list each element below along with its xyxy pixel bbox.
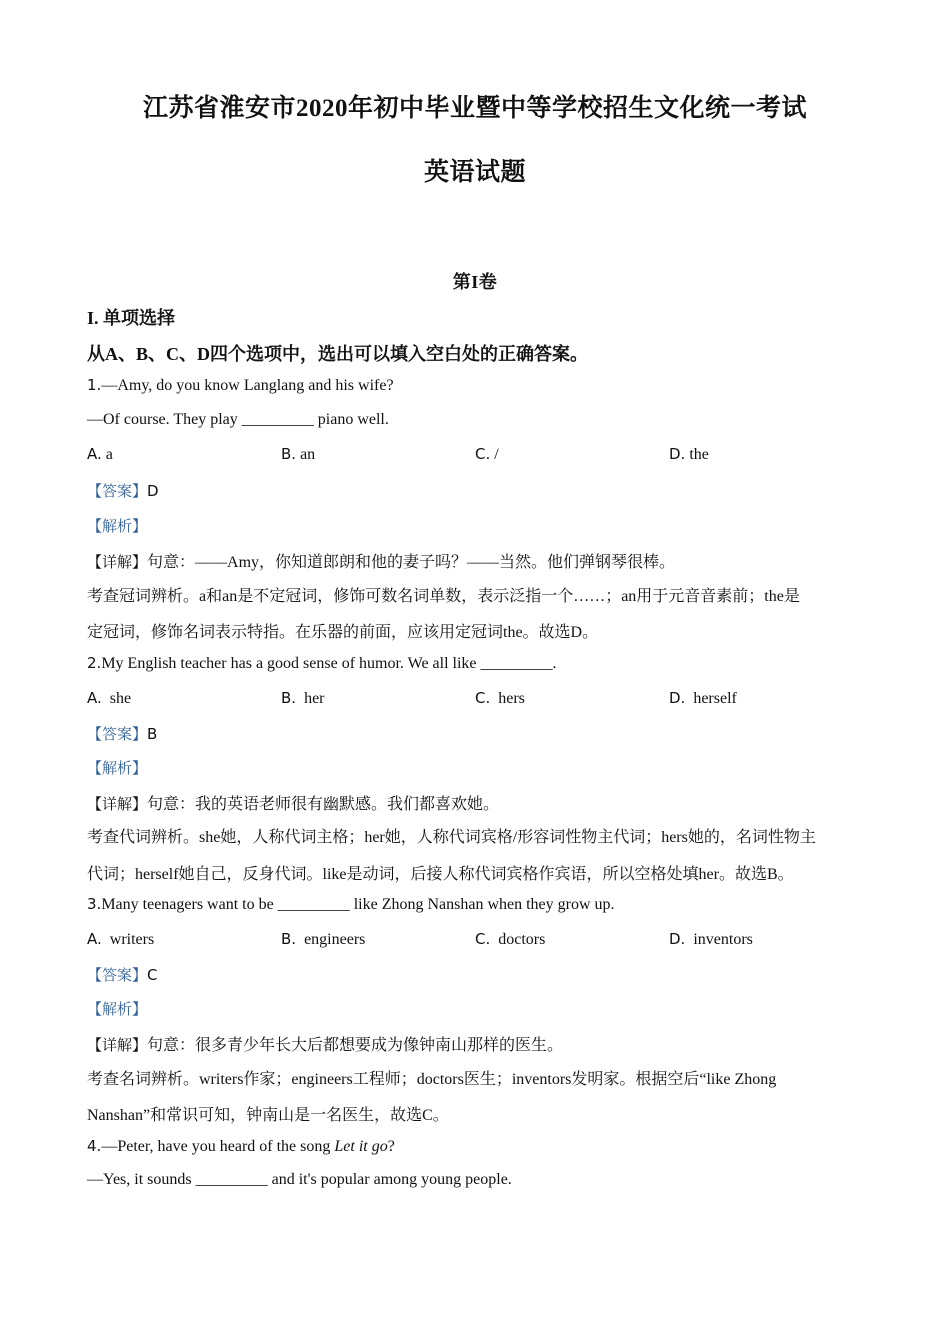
option-a: A. writers [87, 930, 155, 948]
answer-value: B [147, 725, 158, 743]
question-4-line-1: 4.—Peter, have you heard of the song Let it go? [87, 1137, 395, 1155]
detail-text: 句意：我的英语老师很有幽默感。我们都喜欢她。 [147, 796, 500, 813]
exam-title: 江苏省淮安市2020年初中毕业暨中等学校招生文化统一考试 [142, 95, 807, 122]
answer-value: C [147, 966, 158, 984]
explanation-line: 考查代词辨析。she她，人称代词主格；her她，人称代词宾格/形容词性物主代词；hers她的，名词性物主 [87, 829, 816, 846]
analysis-label: 【解析】 [87, 759, 148, 777]
detail-label: 【详解】 [87, 553, 148, 571]
answer-label: 【答案】 [87, 482, 148, 500]
explanation-line: 考查名词辨析。writers作家；engineers工程师；doctors医生；inventors发明家。根据空后“like Zhong [87, 1071, 777, 1088]
section-heading: I. 单项选择 [87, 308, 176, 328]
option-a: A. she [87, 689, 132, 707]
option-b: B. engineers [281, 930, 366, 948]
option-b: B. her [281, 689, 325, 707]
exam-subtitle: 英语试题 [423, 159, 526, 186]
option-c: C. / [475, 445, 499, 463]
question-text: —Amy, do you know Langlang and his wife? [101, 377, 394, 394]
question-number: 4. [87, 1137, 102, 1155]
explanation-line: 定冠词，修饰名词表示特指。在乐器的前面，应该用定冠词the。故选D。 [87, 624, 599, 641]
detail-label: 【详解】 [87, 1036, 148, 1054]
detail-text: 句意：——Amy，你知道郎朗和他的妻子吗？——当然。他们弹钢琴很棒。 [147, 554, 676, 571]
question-2-line-1 [87, 654, 870, 673]
question-number: 1. [87, 376, 102, 394]
answer-value: D [147, 482, 159, 500]
option-c: C. hers [475, 689, 525, 707]
option-d: D. inventors [669, 930, 753, 948]
section-instruction: 从A、B、C、D四个选项中，选出可以填入空白处的正确答案。 [87, 344, 589, 364]
answer-label: 【答案】 [87, 725, 148, 743]
detail-row [87, 1032, 870, 1055]
detail-text: 句意：很多青少年长大后都想要成为像钟南山那样的医生。 [147, 1037, 564, 1054]
question-text: My English teacher has a good sense of humor. We all like _________. [101, 655, 557, 672]
answer-row [87, 480, 870, 501]
explanation-line: 考查冠词辨析。a和an是不定冠词，修饰可数名词单数，表示泛指一个……；an用于元音音素前；the是 [87, 588, 800, 605]
question-1-line-1 [87, 376, 870, 395]
analysis-label: 【解析】 [87, 1000, 148, 1018]
option-a: A. a [87, 445, 113, 463]
option-c: C. doctors [475, 930, 546, 948]
answer-row [87, 964, 870, 985]
detail-label: 【详解】 [87, 795, 148, 813]
answer-row [87, 723, 870, 744]
question-3-line-1 [87, 895, 870, 914]
detail-row [87, 549, 870, 572]
option-b: B. an [281, 445, 316, 463]
part-heading: 第I卷 [452, 272, 498, 292]
explanation-line: Nanshan”和常识可知，钟南山是一名医生，故选C。 [87, 1107, 449, 1124]
option-d: D. herself [669, 689, 737, 707]
analysis-label: 【解析】 [87, 517, 148, 535]
answer-label: 【答案】 [87, 966, 148, 984]
question-number: 2. [87, 654, 102, 672]
question-number: 3. [87, 895, 102, 913]
question-text: Many teenagers want to be _________ like Zhong Nanshan when they grow up. [101, 896, 615, 913]
song-title: Let it go [334, 1138, 388, 1155]
option-d: D. the [669, 445, 709, 463]
explanation-line: 代词；herself她自己，反身代词。like是动词，后接人称代词宾格作宾语，所以空格处填her。故选B。 [87, 866, 794, 883]
question-1-line-2: —Of course. They play _________ piano well. [87, 411, 389, 428]
detail-row [87, 791, 870, 814]
question-4-line-2: —Yes, it sounds _________ and it's popular among young people. [87, 1171, 512, 1188]
